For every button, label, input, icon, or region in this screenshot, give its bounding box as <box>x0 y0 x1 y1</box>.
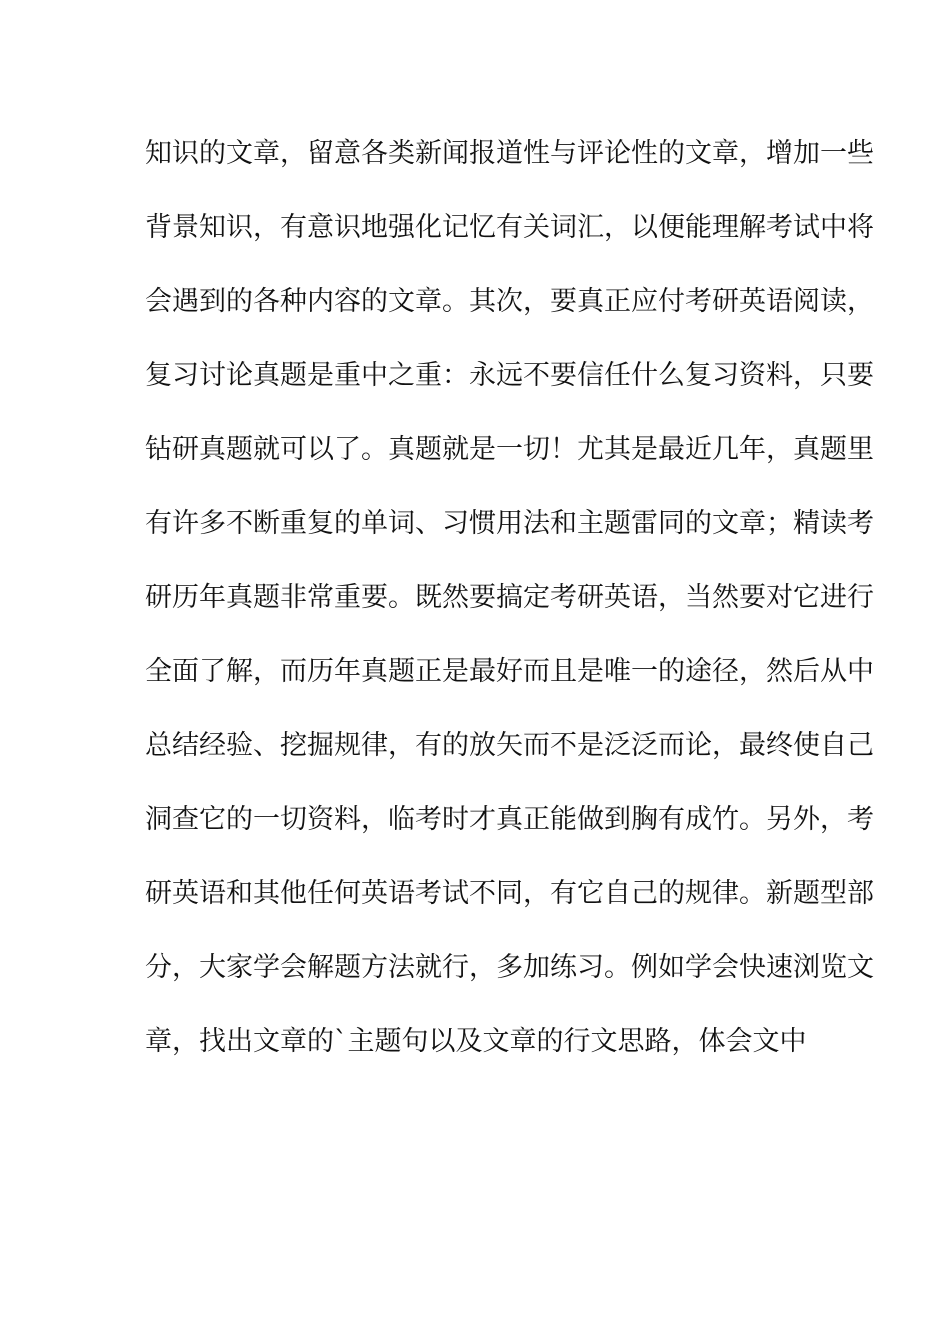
body-paragraph <box>145 124 874 1086</box>
text-line: 有许多不断重复的单词、习惯用法和主题雷同的文章；精读考 <box>145 508 874 539</box>
text-line: 钻研真题就可以了。真题就是一切！尤其是最近几年，真题里 <box>145 434 874 465</box>
text-line: 研英语和其他任何英语考试不同，有它自己的规律。新题型部 <box>145 878 874 909</box>
text-line: 总结经验、挖掘规律，有的放矢而不是泛泛而论，最终使自己 <box>145 730 874 761</box>
text-line: 知识的文章，留意各类新闻报道性与评论性的文章，增加一些 <box>145 138 874 169</box>
text-line: 研历年真题非常重要。既然要搞定考研英语，当然要对它进行 <box>145 582 874 613</box>
text-line: 分，大家学会解题方法就行，多加练习。例如学会快速浏览文 <box>145 952 874 983</box>
text-line: 背景知识，有意识地强化记忆有关词汇，以便能理解考试中将 <box>145 212 874 243</box>
text-line: 复习讨论真题是重中之重：永远不要信任什么复习资料，只要 <box>145 360 874 391</box>
text-line: 全面了解，而历年真题正是最好而且是唯一的途径，然后从中 <box>145 656 874 687</box>
text-line: 章，找出文章的`主题句以及文章的行文思路，体会文中 <box>145 1026 807 1057</box>
text-line: 会遇到的各种内容的文章。其次，要真正应付考研英语阅读， <box>145 286 874 317</box>
text-line: 洞查它的一切资料，临考时才真正能做到胸有成竹。另外，考 <box>145 804 874 835</box>
